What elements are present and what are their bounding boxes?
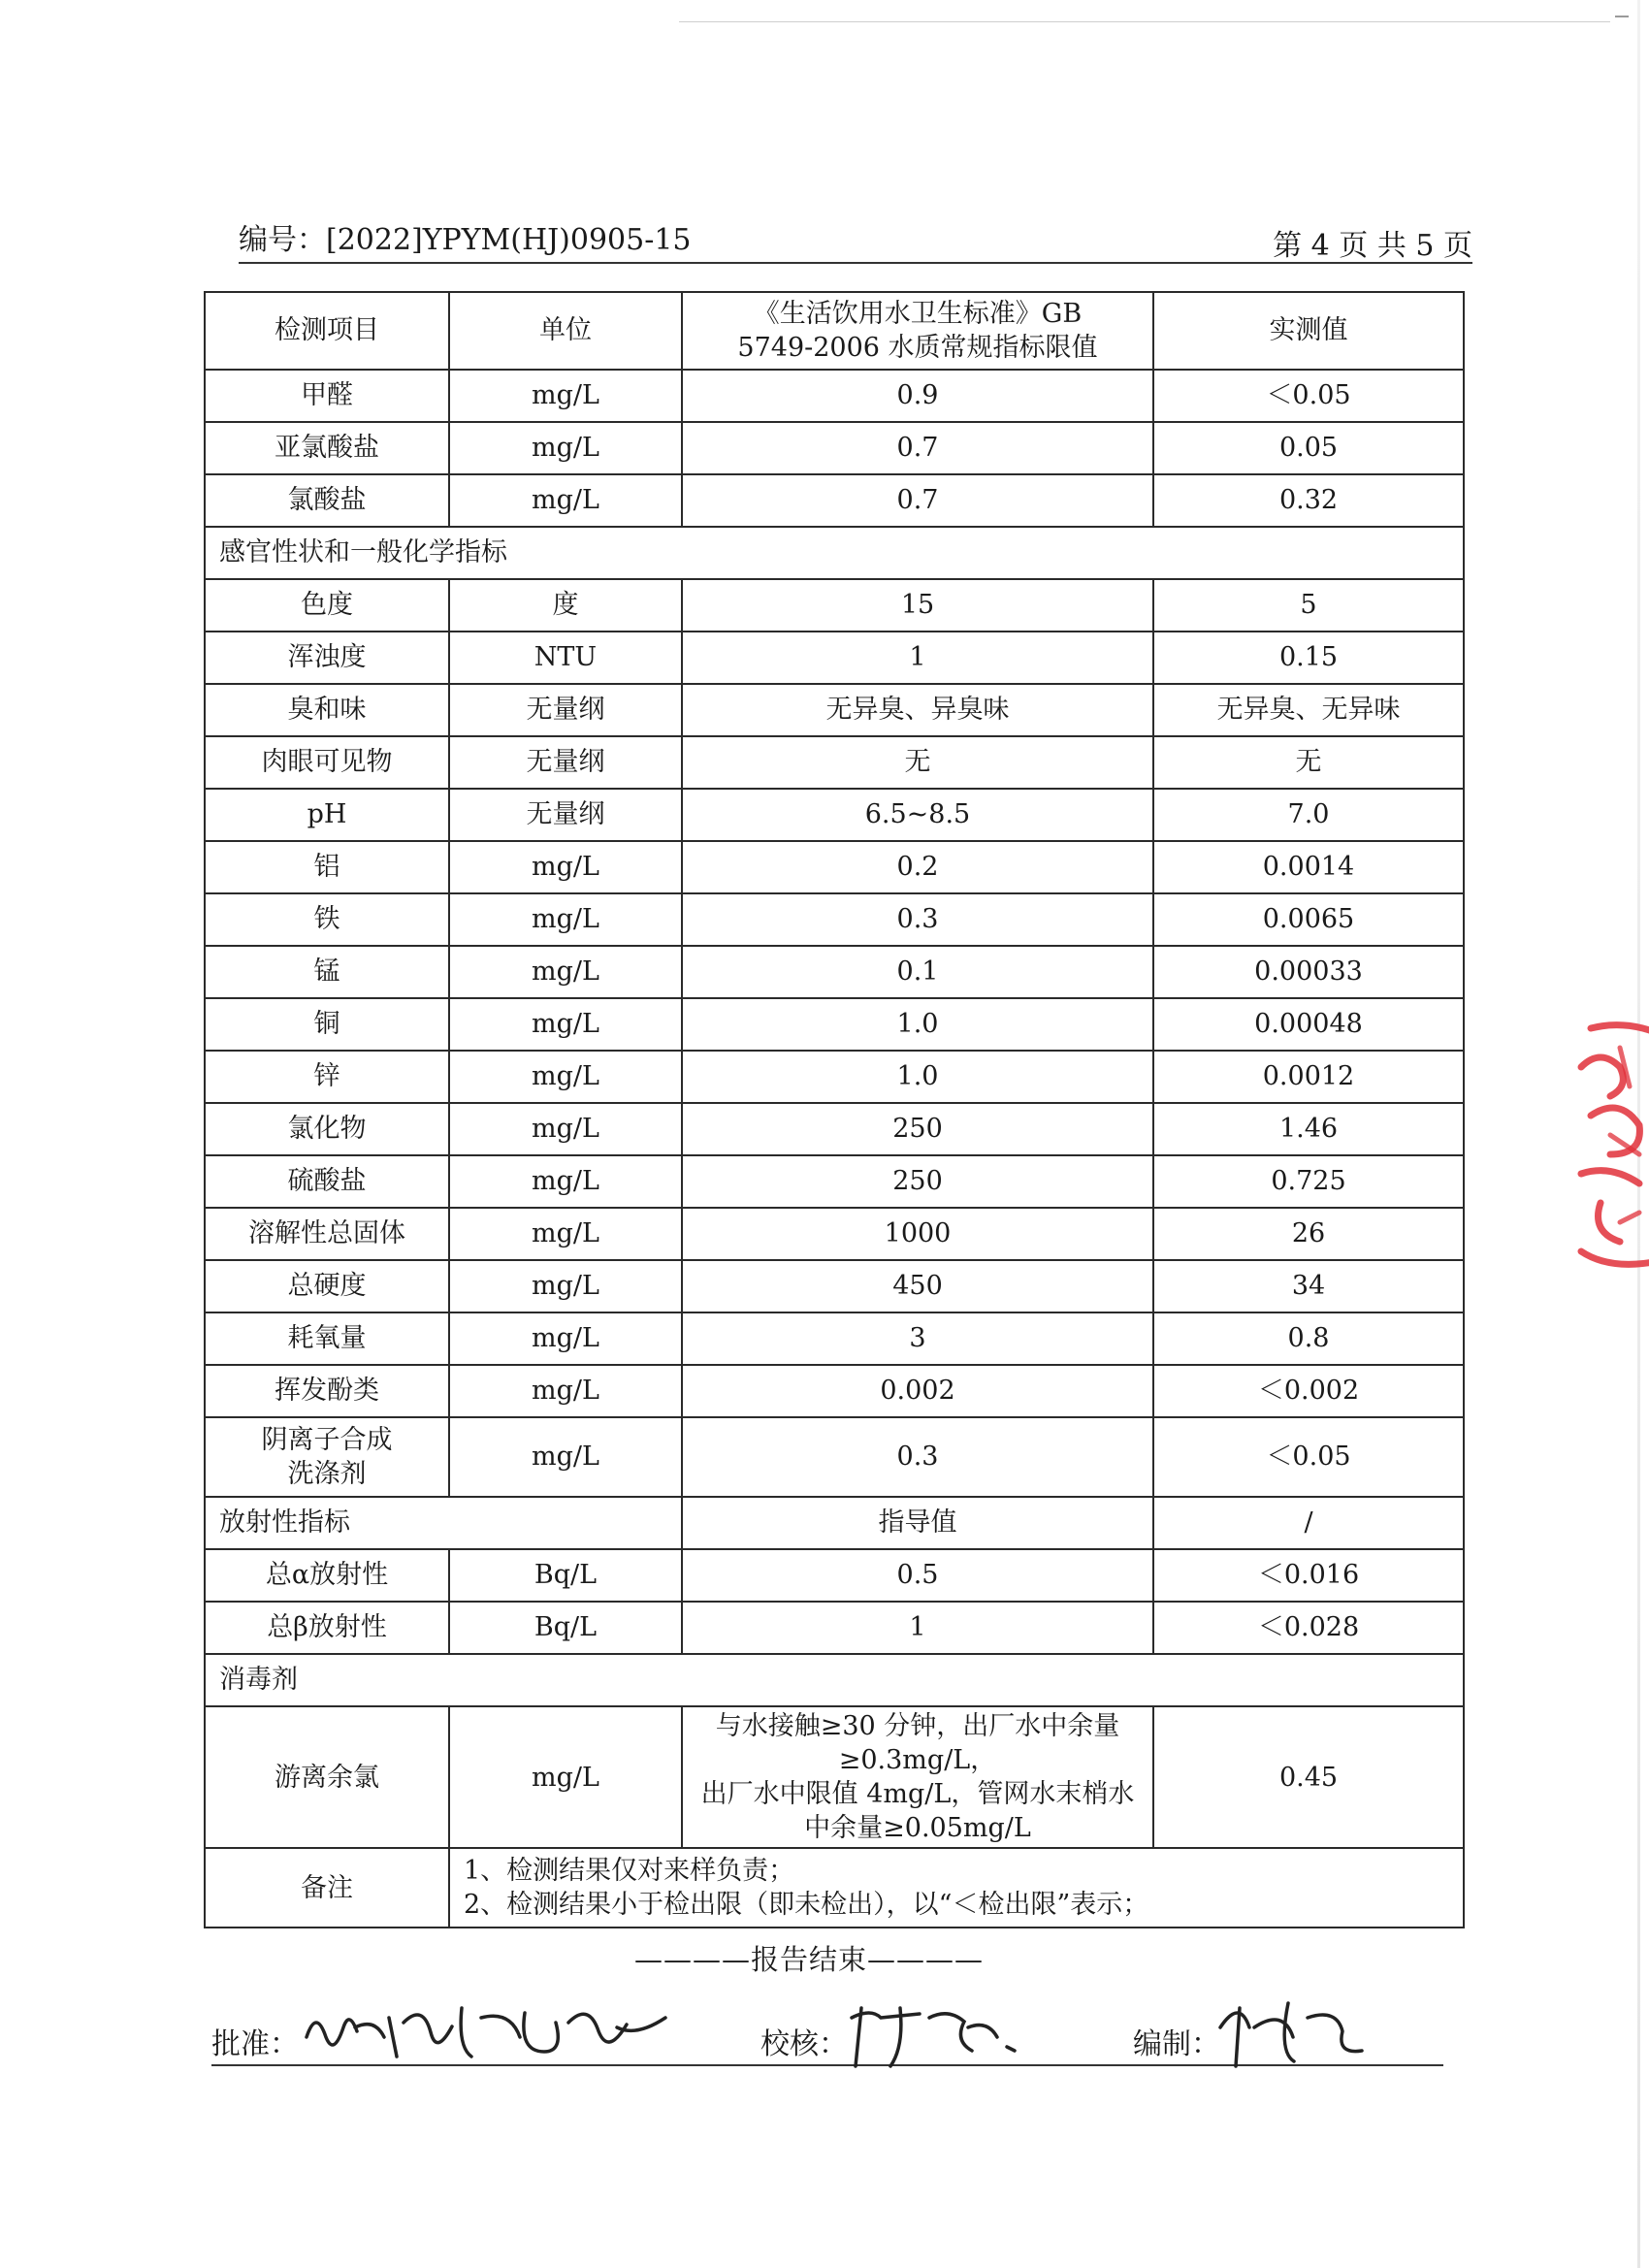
- row-item: 肉眼可见物: [205, 736, 449, 789]
- table-row: [205, 1549, 1464, 1602]
- row-item: 铜: [205, 998, 449, 1051]
- row-limit: 无: [682, 736, 1153, 789]
- page-number: 第 4 页 共 5 页: [1273, 229, 1472, 263]
- row-item: 溶解性总固体: [205, 1208, 449, 1260]
- table-row: [205, 736, 1464, 789]
- row-unit: mg/L: [449, 1417, 682, 1497]
- limit-line-3: 出厂水中限值 4mg/L，管网水末梢水: [700, 1779, 1135, 1810]
- limit-line-4: 中余量≥0.05mg/L: [804, 1813, 1031, 1844]
- row-limit: 无异臭、异臭味: [682, 684, 1153, 736]
- row-value: ＜0.05: [1153, 370, 1464, 422]
- item-line-1: 阴离子合成: [261, 1424, 393, 1455]
- section-row-sensory: [205, 527, 1464, 579]
- table-row: [205, 422, 1464, 474]
- row-item: 亚氯酸盐: [205, 422, 449, 474]
- table-row: [205, 632, 1464, 684]
- notes-row: [205, 1848, 1464, 1928]
- row-unit: mg/L: [449, 893, 682, 946]
- row-unit: mg/L: [449, 1155, 682, 1208]
- row-item: 锰: [205, 946, 449, 998]
- row-limit: 0.5: [682, 1549, 1153, 1602]
- row-unit: Bq/L: [449, 1602, 682, 1654]
- scan-edge-tick: [1615, 16, 1629, 17]
- table-row: [205, 1208, 1464, 1260]
- row-value: ＜0.028: [1153, 1602, 1464, 1654]
- row-unit: mg/L: [449, 841, 682, 893]
- row-value: 0.45: [1153, 1706, 1464, 1848]
- row-item: 氯化物: [205, 1103, 449, 1155]
- approve-label: 批准：: [211, 2027, 299, 2061]
- col-header-unit: 单位: [449, 292, 682, 370]
- col-header-item: 检测项目: [205, 292, 449, 370]
- red-seal-stamp: [1562, 1009, 1649, 1300]
- table-row: [205, 893, 1464, 946]
- limit-line-2: ≥0.3mg/L，: [838, 1745, 997, 1776]
- test-results-table: [204, 291, 1465, 1928]
- row-limit: 250: [682, 1103, 1153, 1155]
- row-limit: 0.7: [682, 474, 1153, 527]
- row-limit: 3: [682, 1312, 1153, 1365]
- row-value: 0.00033: [1153, 946, 1464, 998]
- row-unit: mg/L: [449, 474, 682, 527]
- table-row: [205, 1260, 1464, 1312]
- table-header-row: [205, 292, 1464, 370]
- table-row: [205, 1103, 1464, 1155]
- row-unit: mg/L: [449, 1312, 682, 1365]
- section-title: 消毒剂: [205, 1654, 1464, 1706]
- row-value: 1.46: [1153, 1103, 1464, 1155]
- row-item: 总β放射性: [205, 1602, 449, 1654]
- row-value: ＜0.016: [1153, 1549, 1464, 1602]
- row-value: ＜0.05: [1153, 1417, 1464, 1497]
- table-row: [205, 1155, 1464, 1208]
- row-item: 臭和味: [205, 684, 449, 736]
- table-row: [205, 998, 1464, 1051]
- row-value: 0.725: [1153, 1155, 1464, 1208]
- item-line-2: 洗涤剂: [287, 1459, 367, 1489]
- row-unit: 无量纲: [449, 736, 682, 789]
- row-unit: mg/L: [449, 998, 682, 1051]
- table-row: [205, 684, 1464, 736]
- signoff-row: [211, 2000, 1443, 2066]
- row-value: 0.0065: [1153, 893, 1464, 946]
- scan-edge-line: [679, 21, 1610, 22]
- row-item: 色度: [205, 579, 449, 632]
- row-item: 总α放射性: [205, 1549, 449, 1602]
- row-item: 浑浊度: [205, 632, 449, 684]
- row-limit: 1000: [682, 1208, 1153, 1260]
- row-value: 26: [1153, 1208, 1464, 1260]
- table-row: [205, 789, 1464, 841]
- row-item: 氯酸盐: [205, 474, 449, 527]
- table-row: [205, 1365, 1464, 1417]
- reviewer-signature: [842, 1989, 1036, 2076]
- row-value: 0.0012: [1153, 1051, 1464, 1103]
- row-limit: 1.0: [682, 998, 1153, 1051]
- review-label: 校核：: [760, 2027, 848, 2061]
- approver-signature: [297, 1989, 685, 2076]
- row-value: 0.15: [1153, 632, 1464, 684]
- row-value: 0.0014: [1153, 841, 1464, 893]
- row-unit: mg/L: [449, 946, 682, 998]
- notes-label: 备注: [205, 1848, 449, 1928]
- row-value: ＜0.002: [1153, 1365, 1464, 1417]
- col-header-standard: [682, 292, 1153, 370]
- table-row: [205, 579, 1464, 632]
- section-row-disinfectant: [205, 1654, 1464, 1706]
- limit-line-1: 与水接触≥30 分钟，出厂水中余量: [715, 1711, 1120, 1741]
- row-value: 0.00048: [1153, 998, 1464, 1051]
- row-limit: 1: [682, 1602, 1153, 1654]
- col-header-measured: 实测值: [1153, 292, 1464, 370]
- row-limit: 0.9: [682, 370, 1153, 422]
- table-row: [205, 1602, 1464, 1654]
- row-value: 0.32: [1153, 474, 1464, 527]
- compile-label: 编制：: [1133, 2027, 1220, 2061]
- document-number: 编号：[2022]YPYM(HJ)0905-15: [239, 223, 692, 257]
- row-unit: mg/L: [449, 1208, 682, 1260]
- note-line-1: 1、检测结果仅对来样负责；: [464, 1856, 795, 1887]
- table-row: [205, 946, 1464, 998]
- row-limit: 1.0: [682, 1051, 1153, 1103]
- row-limit: 450: [682, 1260, 1153, 1312]
- row-limit: 1: [682, 632, 1153, 684]
- row-limit: [682, 1706, 1153, 1848]
- table-row: [205, 474, 1464, 527]
- row-unit: 无量纲: [449, 684, 682, 736]
- table-row: [205, 841, 1464, 893]
- table-row: [205, 370, 1464, 422]
- row-value: 0.8: [1153, 1312, 1464, 1365]
- row-item: 总硬度: [205, 1260, 449, 1312]
- standard-line-2: 5749-2006 水质常规指标限值: [737, 333, 1098, 363]
- row-unit: mg/L: [449, 1260, 682, 1312]
- row-unit: 无量纲: [449, 789, 682, 841]
- section-title: 放射性指标: [205, 1497, 682, 1549]
- row-unit: mg/L: [449, 1103, 682, 1155]
- row-limit: 0.3: [682, 1417, 1153, 1497]
- row-unit: mg/L: [449, 370, 682, 422]
- guide-value-label: 指导值: [682, 1497, 1153, 1549]
- row-limit: 0.7: [682, 422, 1153, 474]
- row-unit: mg/L: [449, 1051, 682, 1103]
- table-row-surfactant: [205, 1417, 1464, 1497]
- section-row-radioactivity: [205, 1497, 1464, 1549]
- page-header: [239, 208, 1472, 264]
- notes-content: [449, 1848, 1464, 1928]
- row-value: 5: [1153, 579, 1464, 632]
- row-value: 无异臭、无异味: [1153, 684, 1464, 736]
- row-item: 挥发酚类: [205, 1365, 449, 1417]
- row-item: 硫酸盐: [205, 1155, 449, 1208]
- row-limit: 0.2: [682, 841, 1153, 893]
- table-row-free-chlorine: [205, 1706, 1464, 1848]
- guide-value-placeholder: /: [1153, 1497, 1464, 1549]
- row-value: 无: [1153, 736, 1464, 789]
- row-unit: NTU: [449, 632, 682, 684]
- note-line-2: 2、检测结果小于检出限（即未检出），以“＜检出限”表示；: [464, 1890, 1149, 1921]
- table-row: [205, 1051, 1464, 1103]
- row-unit: mg/L: [449, 1706, 682, 1848]
- row-limit: 250: [682, 1155, 1153, 1208]
- report-end-mark: ————报告结束————: [634, 1943, 985, 1976]
- compiler-signature: [1211, 1989, 1375, 2076]
- row-item: 游离余氯: [205, 1706, 449, 1848]
- row-value: 0.05: [1153, 422, 1464, 474]
- row-limit: 0.3: [682, 893, 1153, 946]
- table-row: [205, 1312, 1464, 1365]
- section-title: 感官性状和一般化学指标: [205, 527, 1464, 579]
- row-item: 铁: [205, 893, 449, 946]
- standard-line-1: 《生活饮用水卫生标准》GB: [753, 298, 1083, 329]
- row-unit: mg/L: [449, 422, 682, 474]
- row-value: 34: [1153, 1260, 1464, 1312]
- row-unit: 度: [449, 579, 682, 632]
- row-unit: Bq/L: [449, 1549, 682, 1602]
- row-item: 甲醛: [205, 370, 449, 422]
- row-item: pH: [205, 789, 449, 841]
- row-limit: 6.5~8.5: [682, 789, 1153, 841]
- row-value: 7.0: [1153, 789, 1464, 841]
- row-limit: 0.002: [682, 1365, 1153, 1417]
- row-item: [205, 1417, 449, 1497]
- row-limit: 15: [682, 579, 1153, 632]
- row-item: 锌: [205, 1051, 449, 1103]
- row-unit: mg/L: [449, 1365, 682, 1417]
- row-limit: 0.1: [682, 946, 1153, 998]
- row-item: 铝: [205, 841, 449, 893]
- row-item: 耗氧量: [205, 1312, 449, 1365]
